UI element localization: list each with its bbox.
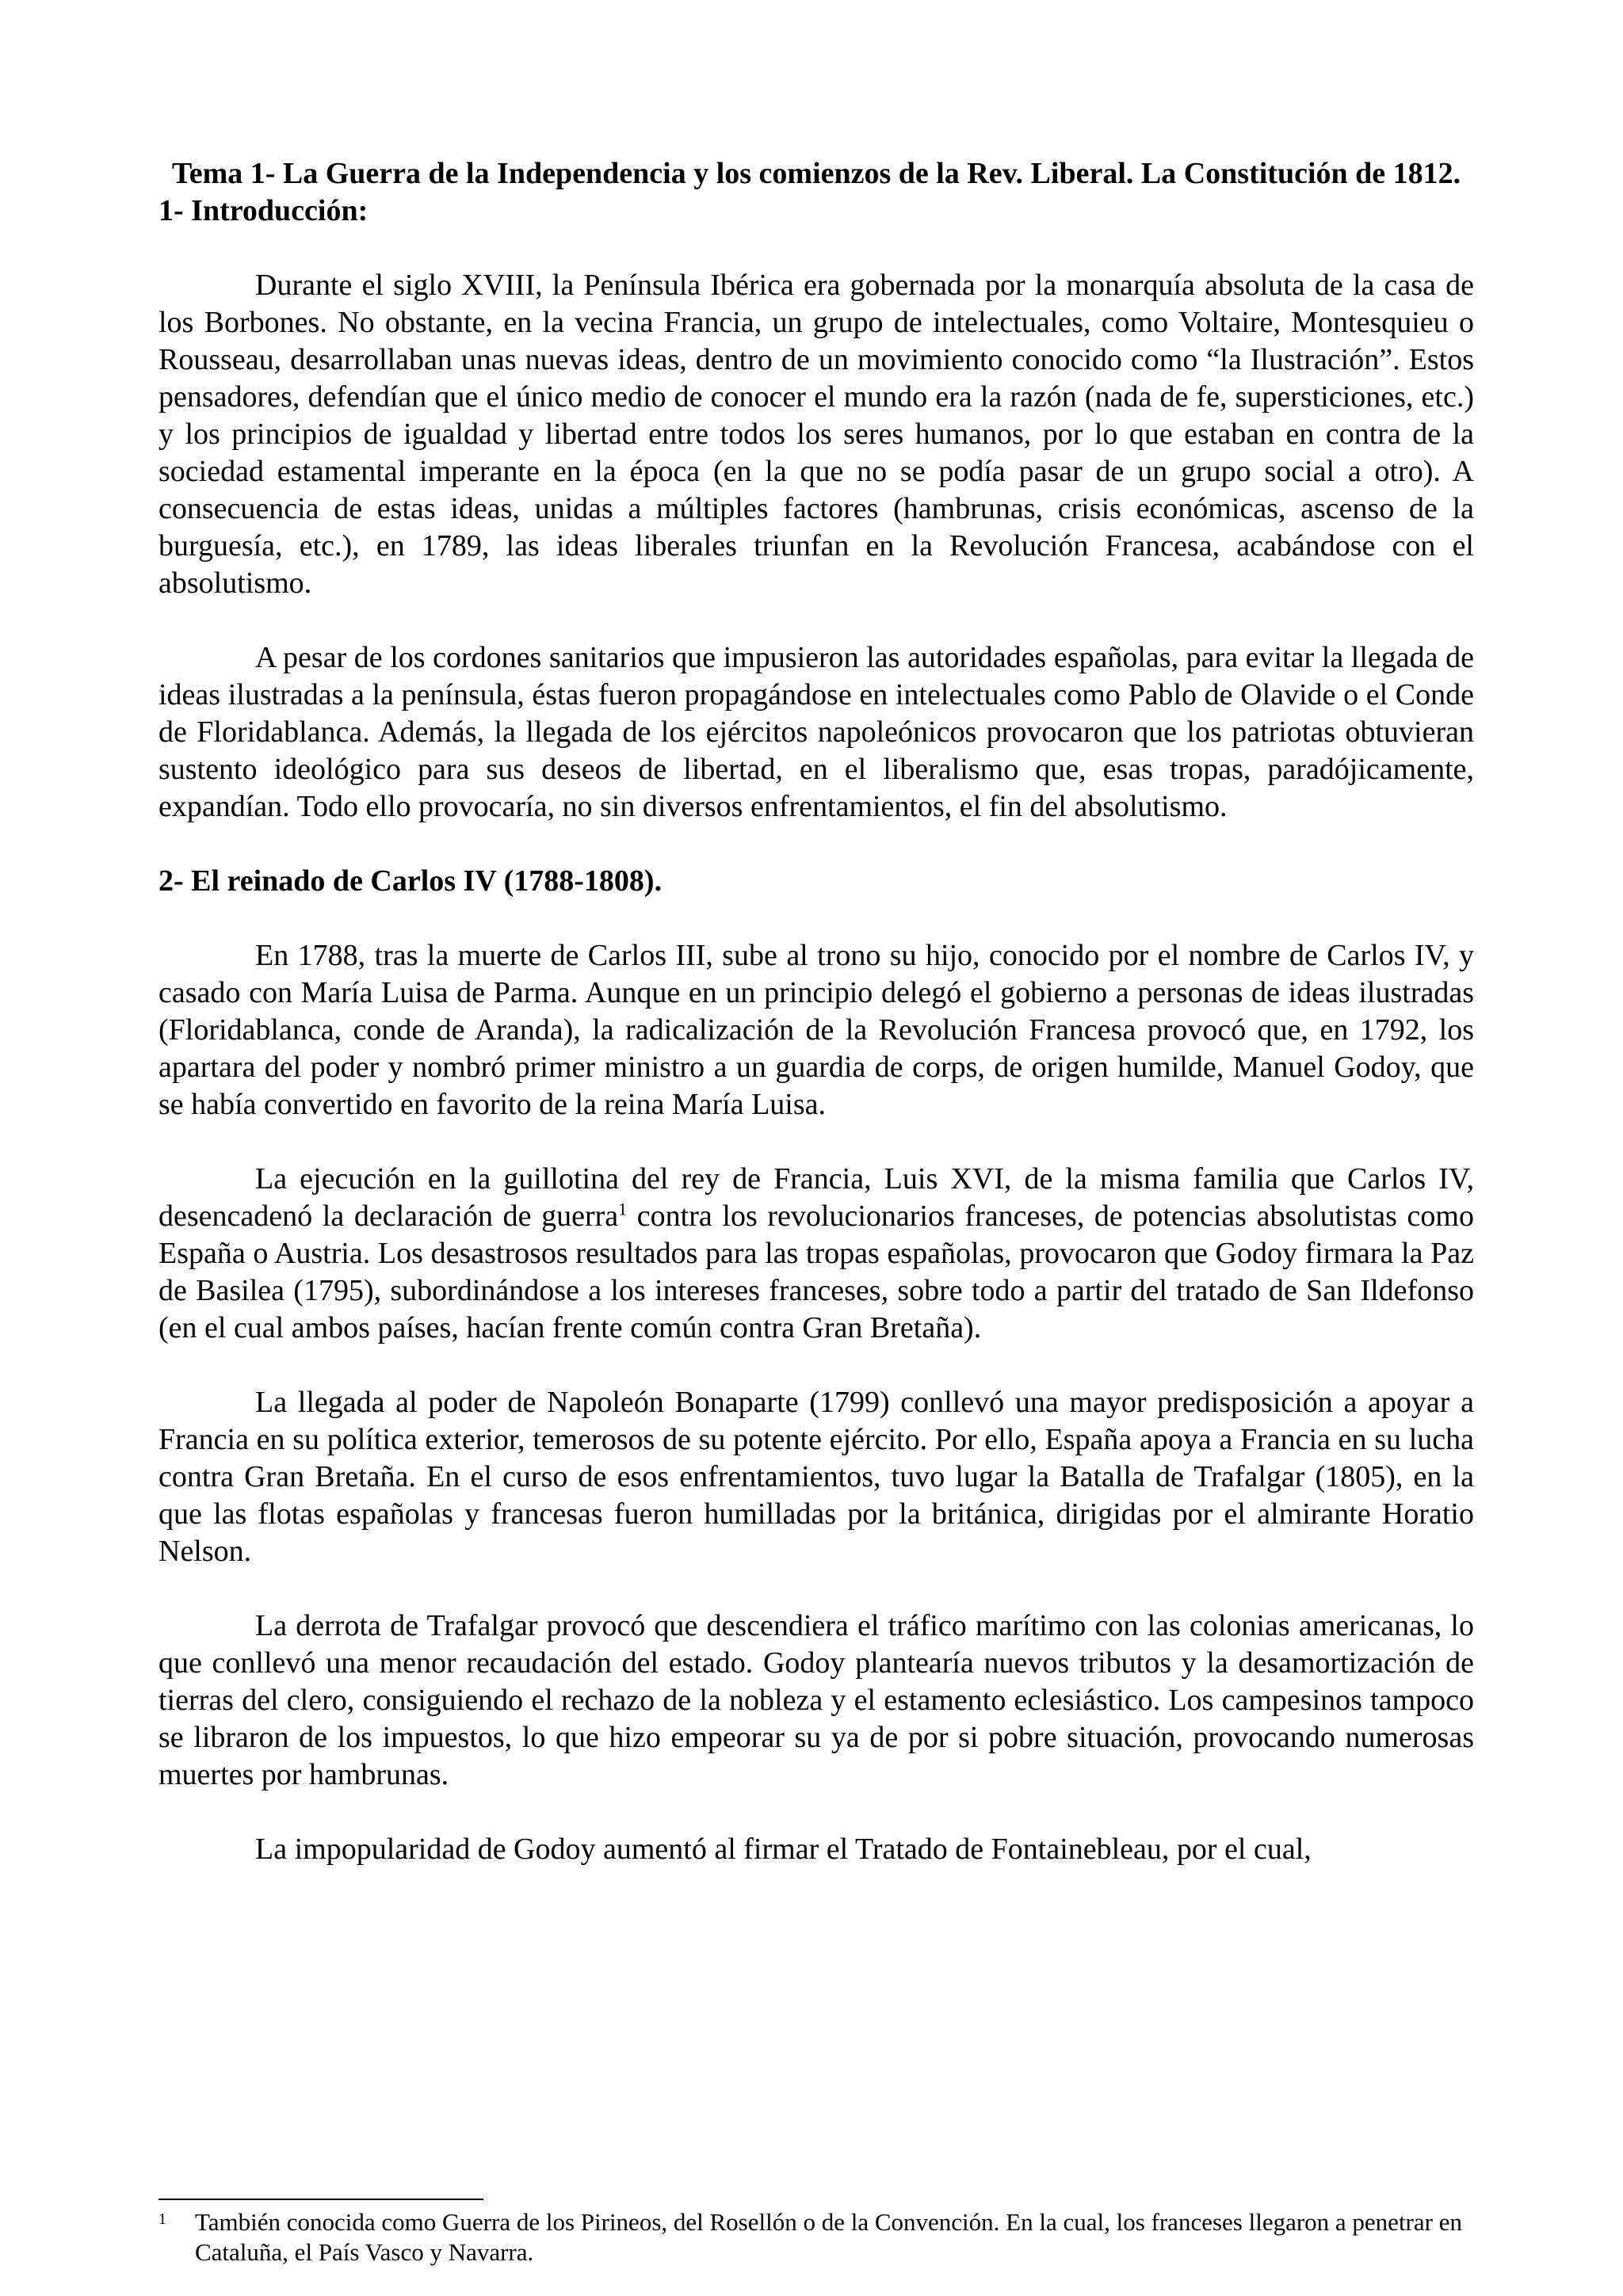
paragraph-carlos-iv-2 [158,1161,1474,1347]
paragraph-text-before-ref: La ejecución en la guillotina del rey de Francia, Luis XVI, de la misma familia que Carlos IV, desencadenó la declaración de guerra [158,1162,1474,1233]
paragraph-introduccion-2: A pesar de los cordones sanitarios que impusieron las autoridades españolas, para evitar la llegada de ideas ilustradas a la península, éstas fueron propagándose en intelectuales como Pablo de Olavide o el Conde de Floridablanca. Además, la llegada de los ejércitos napoleónicos provocaron que los patriotas obtuvieran sustento ideológico para sus deseos de libertad, en el liberalismo que, esas tropas, paradójicamente, expandían. Todo ello provocaría, no sin diversos enfrentamientos, el fin del absolutismo. [158,641,1474,823]
footnote-text: También conocida como Guerra de los Pirineos, del Rosellón o de la Convención. En la cual, los franceses llegaron a penetrar en Cataluña, el País Vasco y Navarra. [195,2208,1462,2266]
footnote-reference[interactable]: 1 [618,1199,628,1219]
paragraph-carlos-iv-1: En 1788, tras la muerte de Carlos III, sube al trono su hijo, conocido por el nombre de Carlos IV, y casado con María Luisa de Parma. Aunque en un principio delegó el gobierno a personas de ideas ilustradas (Floridablanca, conde de Aranda), la radicalización de la Revolución Francesa provocó que, en 1792, los apartara del poder y nombró primer ministro a un guardia de corps, de origen humilde, Manuel Godoy, que se había convertido en favorito de la reina María Luisa. [158,939,1474,1121]
paragraph-carlos-iv-5: La impopularidad de Godoy aumentó al firmar el Tratado de Fontainebleau, por el cual, [255,1833,1312,1866]
footnote-divider [158,2199,483,2200]
paragraph-introduccion-1: Durante el siglo XVIII, la Península Ibérica era gobernada por la monarquía absoluta de la casa de los Borbones. No obstante, en la vecina Francia, un grupo de intelectuales, como Voltaire, Montesquieu o Rousseau, desarrollaban unas nuevas ideas, dentro de un movimiento conocido como “la Ilustración”. Estos pensadores, defendían que el único medio de conocer el mundo era la razón (nada de fe, supersticiones, etc.) y los principios de igualdad y libertad entre todos los seres humanos, por lo que estaban en contra de la sociedad estamental imperante en la época (en la que no se podía pasar de un grupo social a otro). A consecuencia de estas ideas, unidas a múltiples factores (hambrunas, crisis económicas, ascenso de la burguesía, etc.), en 1789, las ideas liberales triunfan en la Revolución Francesa, acabándose con el absolutismo. [158,269,1474,600]
footnote-number: 1 [158,2210,166,2228]
section-heading-carlos-iv: 2- El reinado de Carlos IV (1788-1808). [158,864,663,898]
paragraph-carlos-iv-4: La derrota de Trafalgar provocó que descendiera el tráfico marítimo con las colonias americanas, lo que conllevó una menor recaudación del estado. Godoy plantearía nuevos tributos y la desamortización de tierras del clero, consiguiendo el rechazo de la nobleza y el estamento eclesiástico. Los campesinos tampoco se libraron de los impuestos, lo que hizo empeorar su ya de por si pobre situación, provocando numerosas muertes por hambrunas. [158,1609,1474,1791]
document-title: Tema 1- La Guerra de la Independencia y los comienzos de la Rev. Liberal. La Constitución de 1812. [171,157,1461,190]
section-heading-introduccion: 1- Introducción: [158,194,369,227]
footnote [158,2207,1474,2267]
document-body [158,155,1474,1868]
paragraph-carlos-iv-3: La llegada al poder de Napoleón Bonaparte (1799) conllevó una mayor predisposición a apoyar a Francia en su política exterior, temerosos de su potente ejército. Por ello, España apoya a Francia en su lucha contra Gran Bretaña. En el curso de esos enfrentamientos, tuvo lugar la Batalla de Trafalgar (1805), en la que las flotas españolas y francesas fueron humilladas por la británica, dirigidas por el almirante Horatio Nelson. [158,1386,1474,1568]
paragraph-text-after-ref: contra los revolucionarios franceses, de potencias absolutistas como España o Austria. Los desastrosos resultados para las tropas españolas, provocaron que Godoy firmara la Paz de Basilea (1795), subordinándose a los intereses franceses, sobre todo a partir del tratado de San Ildefonso (en el cual ambos países, hacían frente común contra Gran Bretaña). [158,1199,1474,1344]
